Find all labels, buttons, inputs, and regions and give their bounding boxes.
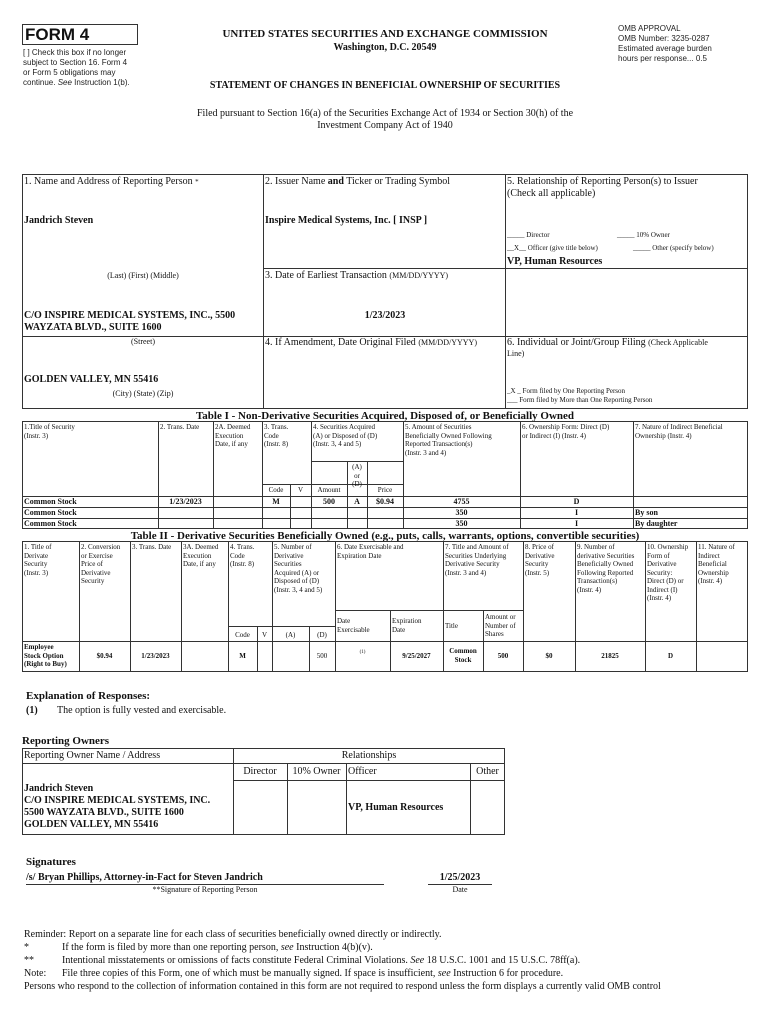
t2-h-code: 4. Trans. Code (Instr. 8) [230, 543, 255, 568]
box5-label: 5. Relationship of Reporting Person(s) to Issuer (Check all applicable) [507, 176, 698, 199]
explanation-heading: Explanation of Responses: [26, 690, 151, 702]
owner-officer-title: VP, Human Resources [348, 802, 444, 813]
box6-label: 6. Individual or Joint/Group Filing (Check Applicable Line) [507, 337, 708, 358]
t2-h-a-sub: (A) [285, 631, 296, 639]
t1-h-deemed: 2A. Deemed Execution Date, if any [215, 423, 251, 448]
t2-h-date-ex-sub: Date Exercisable [337, 617, 370, 634]
t2-h-number: 5. Number of Derivative Securities Acquired (A) or Disposed of (D) (Instr. 3, 4 and 5) [274, 543, 323, 594]
t2-cell-code: M [239, 652, 246, 660]
one-person-checkbox[interactable]: _X _ Form filed by One Reporting Person [507, 387, 626, 395]
signatures-heading: Signatures [26, 856, 76, 868]
t2-h-deemed: 3A. Deemed Execution Date, if any [183, 543, 219, 568]
name-parts-label: (Last) (First) (Middle) [107, 271, 179, 280]
explanation-number: (1) [26, 705, 38, 716]
t1-cell-price: $0.94 [376, 497, 394, 506]
t2-h-owned: 9. Number of derivative Securities Beneficially Owned Following Reported Transaction(s) (Instr. 4) [577, 543, 635, 594]
agency-city: Washington, D.C. 20549 [333, 42, 437, 53]
t1-h-amount-sub: Amount [317, 486, 341, 494]
t1-cell-owned: 4755 [453, 497, 470, 506]
t1-h-title: 1.Title of Security (Instr. 3) [24, 423, 75, 440]
footer-note-3: File three copies of this Form, one of which must be manually signed. If space is insufficient, see Instruction 6 for procedure. [62, 968, 564, 979]
footer-note-1-mark: * [24, 942, 29, 953]
other-checkbox[interactable]: _____ Other (specify below) [633, 244, 714, 252]
table1-title: Table I - Non-Derivative Securities Acquired, Disposed of, or Beneficially Owned [195, 410, 575, 422]
t2-cell-conversion: $0.94 [96, 652, 113, 660]
city-label: (City) (State) (Zip) [112, 389, 174, 398]
t2-h-nature: 11. Nature of Indirect Beneficial Ownership (Instr. 4) [698, 543, 735, 585]
t1-cell-owned: 350 [455, 519, 468, 528]
reporting-person-name: Jandrich Steven [24, 215, 94, 226]
explanation-text: The option is fully vested and exercisable. [57, 705, 227, 716]
statement-title: STATEMENT OF CHANGES IN BENEFICIAL OWNERSHIP OF SECURITIES [209, 80, 561, 91]
t2-h-code-sub: Code [235, 631, 250, 639]
t1-cell-title: Common Stock [24, 519, 77, 528]
t2-cell-title: Employee Stock Option (Right to Buy) [24, 643, 67, 668]
footer-omb-notice: Persons who respond to the collection of information contained in this form are not required to respond unless the form displays a currently valid OMB control [24, 981, 661, 992]
footer-note-2: Intentional misstatements or omissions of facts constitute Federal Criminal Violations. See 18 U.S.C. 1001 and 15 U.S.C. 78ff(a). [62, 955, 581, 966]
t2-cell-exercisable: (1) [359, 650, 366, 655]
t2-cell-under-amount: 500 [497, 652, 509, 660]
t1-cell-aord: A [354, 497, 360, 506]
t1-cell-form: D [573, 497, 580, 506]
t1-h-date: 2. Trans. Date [160, 423, 200, 431]
t2-h-expiration-sub: Expiration Date [392, 617, 422, 634]
t2-h-title-sub: Title [445, 622, 458, 630]
form-title: FORM 4 [25, 25, 90, 44]
t1-cell-date: 1/23/2023 [169, 497, 202, 506]
t2-h-form: 10. Ownership Form of Derivative Security: Direct (D) or Indirect (I) (Instr. 4) [647, 543, 689, 602]
t1-cell-title: Common Stock [24, 508, 77, 517]
box3-label: 3. Date of Earliest Transaction (MM/DD/YYYY) [265, 270, 449, 281]
t1-h-code-sub: Code [268, 486, 284, 494]
multi-person-checkbox[interactable]: ___ Form filed by More than One Reporting Person [507, 396, 653, 404]
officer-title: VP, Human Resources [507, 256, 603, 267]
t1-cell-form: I [574, 508, 579, 517]
footer-note-2-mark: ** [24, 955, 34, 966]
t1-h-aord-sub: (A) or (D) [352, 463, 362, 488]
street-label: (Street) [131, 337, 155, 346]
ten-percent-owner-checkbox[interactable]: _____ 10% Owner [617, 231, 670, 239]
box1-label: 1. Name and Address of Reporting Person * [24, 176, 199, 187]
t1-h-acquired: 4. Securities Acquired (A) or Disposed of (D) (Instr. 3, 4 and 5) [313, 423, 378, 448]
t1-h-nature: 7. Nature of Indirect Beneficial Ownership (Instr. 4) [635, 423, 723, 440]
omb-approval: OMB APPROVAL OMB Number: 3235-0287 Estimated average burden hours per response... 0.5 [618, 24, 712, 63]
owner-name-address: Jandrich Steven C/O INSPIRE MEDICAL SYSTEMS, INC. 5500 WAYZATA BLVD., SUITE 1600 GOLDEN VALLEY, MN 55416 [24, 783, 211, 830]
owners-col-relationships: Relationships [341, 750, 397, 761]
t1-h-price-sub: Price [377, 486, 393, 494]
t2-h-exercisable: 6. Date Exercisable and Expiration Date [337, 543, 404, 560]
footer-note-1: If the form is filed by more than one reporting person, see Instruction 4(b)(v). [62, 942, 373, 953]
t2-cell-expiration: 9/25/2027 [402, 652, 431, 660]
t2-cell-disposed: 500 [316, 652, 328, 660]
t1-h-code: 3. Trans. Code (Instr. 8) [264, 423, 289, 448]
issuer-name: Inspire Medical Systems, Inc. [ INSP ] [265, 215, 428, 226]
t2-h-title: 1. Title of Derivate Security (Instr. 3) [24, 543, 52, 577]
t1-cell-nature: By son [635, 508, 658, 517]
t2-cell-under-title: Common Stock [449, 647, 477, 664]
t1-h-form: 6. Ownership Form: Direct (D) or Indirect (I) (Instr. 4) [522, 423, 610, 440]
signature-date: 1/25/2023 [439, 872, 481, 883]
t1-cell-code: M [272, 497, 280, 506]
officer-checkbox[interactable]: __X__ Officer (give title below) [507, 244, 598, 252]
t2-h-amount-sub: Amount or Number of Shares [485, 613, 516, 638]
t1-cell-form: I [574, 519, 579, 528]
form-checkbox-text: [ ] Check this box if no longer subject to Section 16. Form 4 or Form 5 obligations may continue. See Instruction 1(b). [23, 48, 130, 87]
t1-cell-title: Common Stock [24, 497, 77, 506]
t2-h-d-sub: (D) [317, 631, 327, 639]
t2-h-underlying: 7. Title and Amount of Securities Underlying Derivative Security (Instr. 3 and 4) [445, 543, 509, 577]
t1-cell-amount: 500 [323, 497, 335, 506]
t1-cell-owned: 350 [455, 508, 468, 517]
owners-col-officer: Officer [348, 766, 377, 777]
owners-col-ten: 10% Owner [292, 766, 341, 777]
t1-h-v-sub: V [297, 486, 304, 494]
t1-h-owned: 5. Amount of Securities Beneficially Owned Following Reported Transaction(s) (Instr. 3 and 4) [405, 423, 492, 457]
filed-pursuant: Filed pursuant to Section 16(a) of the Securities Exchange Act of 1934 or Section 30(h) of the Investment Company Act of 1940 [196, 108, 574, 131]
reporting-city: GOLDEN VALLEY, MN 55416 [24, 374, 159, 385]
t2-h-price: 8. Price of Derivative Security (Instr. 5) [525, 543, 555, 577]
t2-cell-date: 1/23/2023 [141, 652, 170, 660]
owners-col-name: Reporting Owner Name / Address [24, 750, 161, 761]
agency-name: UNITED STATES SECURITIES AND EXCHANGE COMMISSION [222, 28, 548, 40]
footer-note-3-mark: Note: [24, 968, 47, 979]
t2-h-date: 3. Trans. Date [132, 543, 172, 551]
signature-label: **Signature of Reporting Person [152, 885, 258, 894]
owners-col-director: Director [243, 766, 277, 777]
owners-heading: Reporting Owners [22, 735, 110, 747]
reporting-address: C/O INSPIRE MEDICAL SYSTEMS, INC., 5500 WAYZATA BLVD., SUITE 1600 [24, 310, 236, 333]
t1-cell-nature: By daughter [635, 519, 678, 528]
owners-col-other: Other [476, 766, 499, 777]
t2-h-conversion: 2. Conversion or Exercise Price of Derivative Security [81, 543, 121, 585]
signature-line: /s/ Bryan Phillips, Attorney-in-Fact for Steven Jandrich [26, 872, 263, 883]
t2-cell-price: $0 [545, 652, 553, 660]
t2-cell-owned: 21825 [601, 652, 619, 660]
table2-title: Table II - Derivative Securities Beneficially Owned (e.g., puts, calls, warrants, options, convertible securities) [130, 530, 640, 542]
t2-h-v-sub: V [261, 631, 268, 639]
earliest-date: 1/23/2023 [364, 310, 406, 321]
date-label: Date [452, 885, 468, 894]
box2-label: 2. Issuer Name and Ticker or Trading Symbol [265, 176, 451, 187]
director-checkbox[interactable]: _____ Director [507, 231, 550, 239]
footer-reminder: Reminder: Report on a separate line for each class of securities beneficially owned directly or indirectly. [24, 929, 442, 940]
t2-cell-form: D [667, 652, 674, 660]
box4-label: 4. If Amendment, Date Original Filed (MM/DD/YYYY) [265, 337, 477, 348]
